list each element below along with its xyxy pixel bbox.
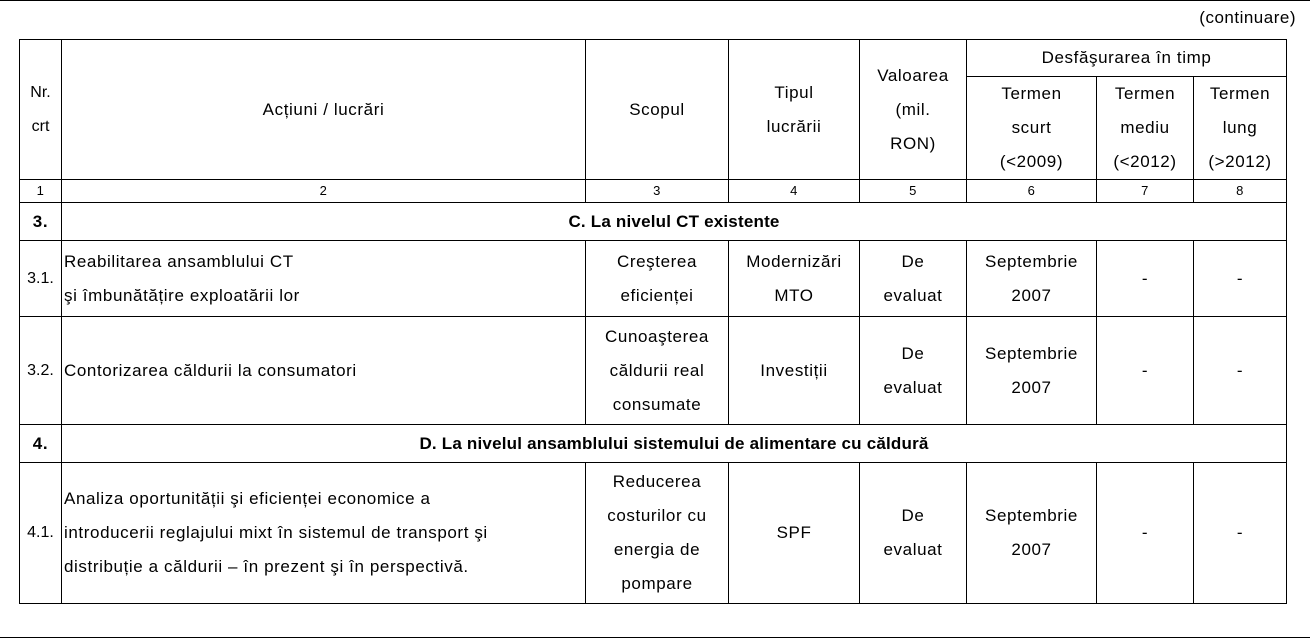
header-termen-lung: Termen lung (>2012) [1194, 77, 1287, 180]
row-termen-mediu: - [1097, 463, 1194, 604]
row-valoare: De evaluat [860, 463, 967, 604]
column-number: 6 [967, 180, 1097, 203]
row-scop: Cunoaşterea căldurii real consumate [586, 317, 729, 425]
header-tipul: Tipul lucrării [729, 40, 860, 180]
row-scop: Creşterea eficienței [586, 241, 729, 317]
column-number: 1 [20, 180, 62, 203]
row-scop: Reducerea costurilor cu energia de pompare [586, 463, 729, 604]
row-valoare: De evaluat [860, 241, 967, 317]
section-number: 4. [20, 425, 62, 463]
table-row [20, 241, 1287, 317]
row-number: 3.1. [20, 241, 62, 317]
header-row-1 [20, 40, 1287, 77]
row-action: Reabilitarea ansamblului CT şi îmbunătățire exploatării lor [62, 241, 586, 317]
table-row [20, 463, 1287, 604]
row-action: Contorizarea căldurii la consumatori [62, 317, 586, 425]
header-desfasurarea: Desfăşurarea în timp [967, 40, 1287, 77]
section-row-c [20, 203, 1287, 241]
section-title: C. La nivelul CT existente [62, 203, 1287, 241]
row-termen-scurt: Septembrie 2007 [967, 241, 1097, 317]
header-scopul: Scopul [586, 40, 729, 180]
row-termen-scurt: Septembrie 2007 [967, 317, 1097, 425]
row-action: Analiza oportunității şi eficienței economice a introducerii reglajului mixt în sistemul de transport şi distribuție a căldurii – în prezent şi în perspectivă. [62, 463, 586, 604]
row-tip: Investiții [729, 317, 860, 425]
continuation-note: (continuare) [1199, 8, 1296, 27]
section-number: 3. [20, 203, 62, 241]
table-row [20, 317, 1287, 425]
header-termen-mediu: Termen mediu (<2012) [1097, 77, 1194, 180]
row-termen-lung: - [1194, 241, 1287, 317]
row-termen-mediu: - [1097, 317, 1194, 425]
column-number: 3 [586, 180, 729, 203]
row-termen-lung: - [1194, 317, 1287, 425]
row-tip: Modernizări MTO [729, 241, 860, 317]
row-valoare: De evaluat [860, 317, 967, 425]
top-rule [0, 0, 1310, 1]
column-number: 2 [62, 180, 586, 203]
header-valoarea: Valoarea (mil. RON) [860, 40, 967, 180]
column-number: 7 [1097, 180, 1194, 203]
header-termen-scurt: Termen scurt (<2009) [967, 77, 1097, 180]
row-termen-scurt: Septembrie 2007 [967, 463, 1097, 604]
column-number-row [20, 180, 1287, 203]
measures-table [19, 39, 1287, 604]
bottom-rule [0, 637, 1310, 638]
row-termen-lung: - [1194, 463, 1287, 604]
row-termen-mediu: - [1097, 241, 1194, 317]
header-nr: Nr. crt [20, 40, 62, 180]
column-number: 8 [1194, 180, 1287, 203]
row-number: 4.1. [20, 463, 62, 604]
section-title: D. La nivelul ansamblului sistemului de alimentare cu căldură [62, 425, 1287, 463]
row-number: 3.2. [20, 317, 62, 425]
row-tip: SPF [729, 463, 860, 604]
header-actiuni: Acțiuni / lucrări [62, 40, 586, 180]
column-number: 4 [729, 180, 860, 203]
column-number: 5 [860, 180, 967, 203]
section-row-d [20, 425, 1287, 463]
